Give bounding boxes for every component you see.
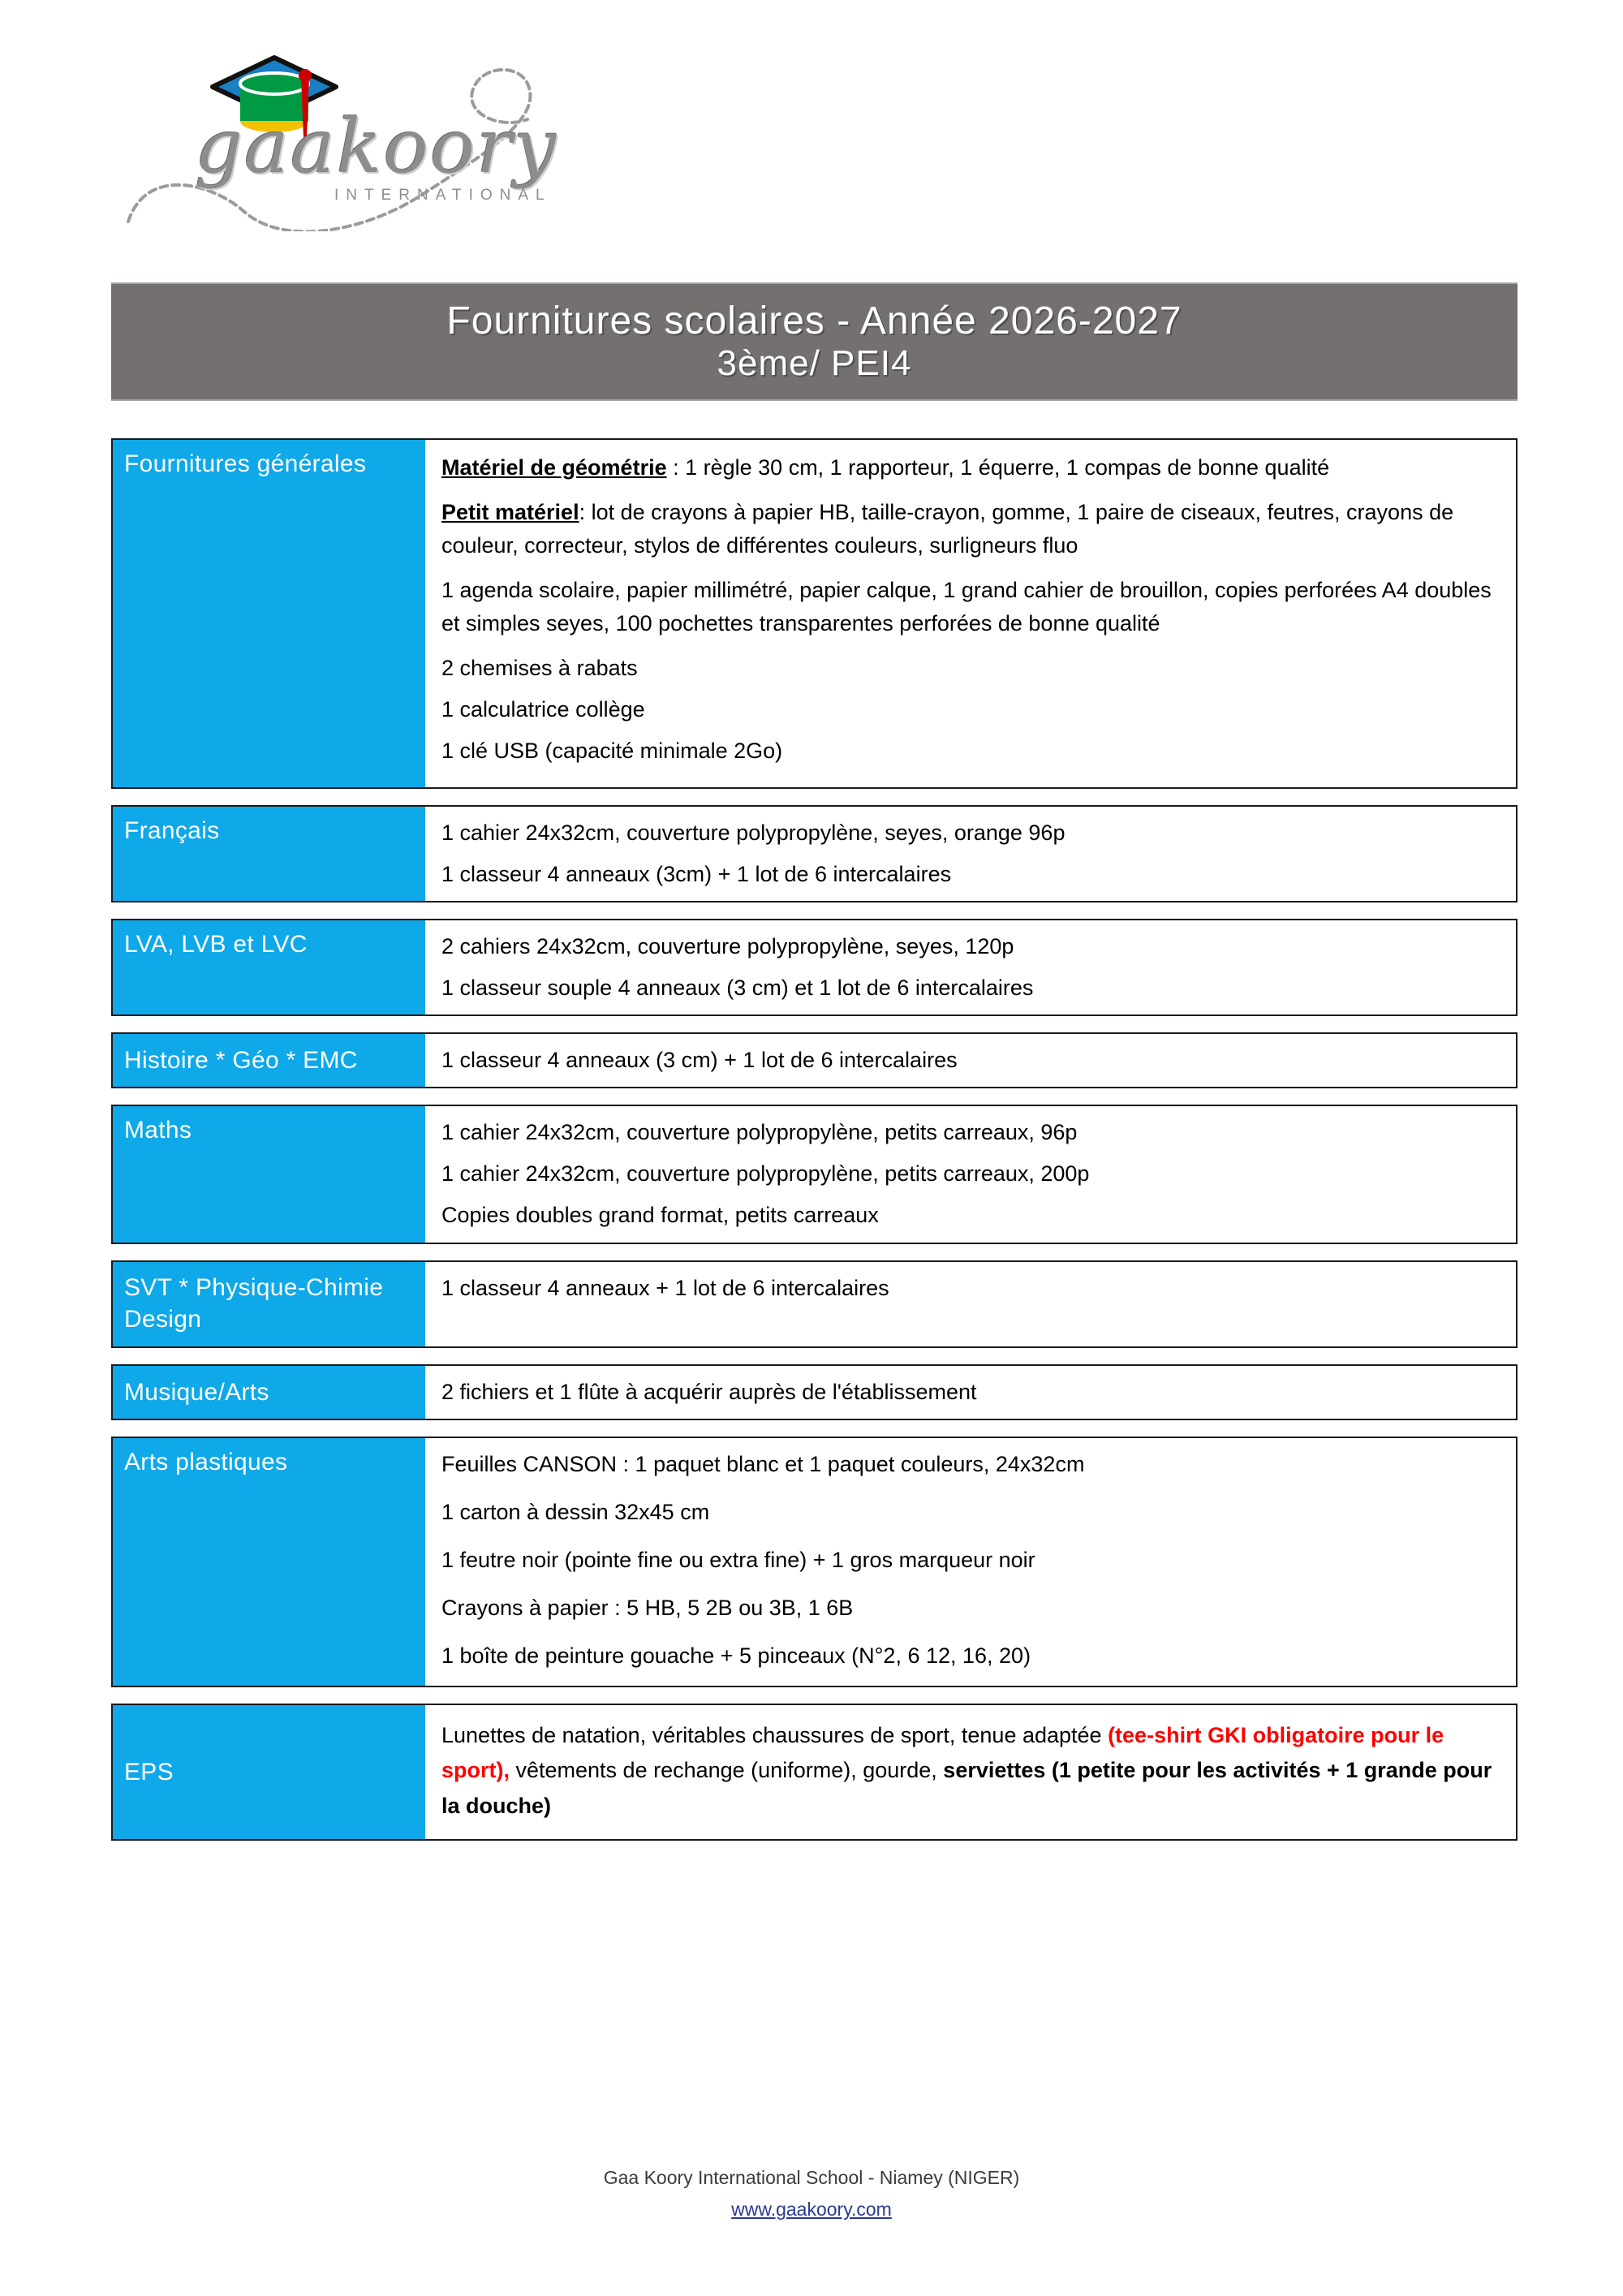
supply-line: 1 calculatrice collège (441, 697, 645, 722)
supply-line: Copies doubles grand format, petits carreaux (441, 1203, 879, 1228)
row-label-svt-physique-chimie-design (113, 1262, 425, 1346)
row-content (425, 1705, 1516, 1839)
supply-line: 1 carton à dessin 32x45 cm (441, 1499, 710, 1524)
document-header (0, 0, 1623, 260)
footer-school-name: Gaa Koory International School - Niamey (NIGER) (603, 2167, 1020, 2188)
row-label-text: Fournitures générales (124, 450, 367, 477)
logo-wordmark: gaakoory (195, 103, 558, 190)
row-label-eps (113, 1705, 425, 1839)
row-label-text: EPS (124, 1758, 174, 1786)
page-subtitle: 3ème/ PEI4 (717, 343, 912, 384)
supply-line-lead: Matériel de géométrie (441, 455, 667, 480)
document-footer (0, 2162, 1623, 2225)
row-content (425, 1262, 1516, 1346)
eps-segment-normal: Lunettes de natation, véritables chaussures de sport, tenue adaptée (441, 1722, 1109, 1747)
footer-website-link[interactable]: www.gaakoory.com (731, 2199, 892, 2221)
title-banner (111, 282, 1518, 401)
supply-line: 1 cahier 24x32cm, couverture polypropylène, petits carreaux, 96p (441, 1120, 1078, 1145)
row-content (425, 440, 1516, 787)
row-content (425, 1106, 1516, 1242)
row-label-musique-arts (113, 1366, 425, 1419)
row-label-text: Arts plastiques (124, 1448, 288, 1475)
row-content (425, 1366, 1516, 1419)
table-row (111, 805, 1518, 902)
table-row (111, 1704, 1518, 1841)
supply-line: 2 chemises à rabats (441, 656, 638, 681)
supply-line (441, 496, 1501, 562)
supply-line: 1 classeur 4 anneaux + 1 lot de 6 intercalaires (441, 1275, 889, 1300)
row-label-francais (113, 807, 425, 901)
row-label-text: LVA, LVB et LVC (124, 931, 308, 958)
supply-line: 1 agenda scolaire, papier millimétré, papier calque, 1 grand cahier de brouillon, copies perforées A4 doubles et simples seyes, 100 pochettes transparentes perforées de bonne qualité (441, 578, 1492, 636)
supply-line: 1 classeur 4 anneaux (3cm) + 1 lot de 6 intercalaires (441, 862, 952, 887)
row-content (425, 1034, 1516, 1087)
table-row (111, 1364, 1518, 1420)
row-label-histoire-geo-emc (113, 1034, 425, 1087)
logo-subtitle: INTERNATIONAL (334, 187, 552, 204)
row-label-maths (113, 1106, 425, 1242)
row-label-arts-plastiques (113, 1438, 425, 1686)
eps-segment-alert: (tee-shirt GKI obligatoire pour le sport), (441, 1722, 1444, 1783)
supply-line: 1 clé USB (capacité minimale 2Go) (441, 739, 783, 764)
row-label-text: Français (124, 817, 220, 845)
table-row (111, 1105, 1518, 1243)
eps-segment-normal: vêtements de rechange (uniforme), gourde, (510, 1758, 944, 1783)
supply-line: 1 cahier 24x32cm, couverture polypropylène, seyes, orange 96p (441, 821, 1065, 846)
supply-line (441, 451, 1501, 485)
row-label-text-line1: SVT * Physique-Chimie (124, 1273, 384, 1301)
supply-line-lead: Petit matériel (441, 500, 579, 525)
supply-line: 1 classeur 4 anneaux (3 cm) + 1 lot de 6 intercalaires (441, 1048, 958, 1073)
table-row (111, 919, 1518, 1016)
row-label-fournitures-generales (113, 440, 425, 787)
supply-line: Feuilles CANSON : 1 paquet blanc et 1 paquet couleurs, 24x32cm (441, 1451, 1085, 1476)
page-title: Fournitures scolaires - Année 2026-2027 (446, 299, 1182, 343)
supplies-table (111, 438, 1518, 1857)
supply-line-rest: : lot de crayons à papier HB, taille-crayon, gomme, 1 paire de ciseaux, feutres, crayons de couleur, correcteur, stylos de différentes couleurs, surligneurs fluo (441, 500, 1454, 558)
row-label-text: Maths (124, 1117, 192, 1144)
supply-line: 1 feutre noir (pointe fine ou extra fine) + 1 gros marqueur noir (441, 1547, 1035, 1572)
supply-line: Crayons à papier : 5 HB, 5 2B ou 3B, 1 6B (441, 1595, 854, 1620)
row-content (425, 920, 1516, 1014)
supply-line: 1 classeur souple 4 anneaux (3 cm) et 1 lot de 6 intercalaires (441, 976, 1034, 1001)
row-content (425, 807, 1516, 901)
supply-line: 1 cahier 24x32cm, couverture polypropylène, petits carreaux, 200p (441, 1161, 1090, 1187)
supply-line-rest: : 1 règle 30 cm, 1 rapporteur, 1 équerre, 1 compas de bonne qualité (666, 455, 1330, 480)
supply-line: 2 cahiers 24x32cm, couverture polypropylène, seyes, 120p (441, 934, 1014, 959)
row-label-text: Musique/Arts (124, 1378, 269, 1406)
table-row (111, 1260, 1518, 1348)
supply-line (441, 1718, 1501, 1824)
supply-line: 2 fichiers et 1 flûte à acquérir auprès de l'établissement (441, 1379, 977, 1404)
school-logo (122, 45, 576, 231)
eps-segment-bold: serviettes (1 petite pour les activités + 1 grande pour la douche) (441, 1758, 1492, 1819)
row-label-text: Histoire * Géo * EMC (124, 1047, 358, 1075)
row-label-langues (113, 920, 425, 1014)
row-content (425, 1438, 1516, 1686)
table-row (111, 1032, 1518, 1088)
row-label-text-line2: Design (124, 1305, 202, 1333)
table-row (111, 1437, 1518, 1687)
table-row (111, 438, 1518, 789)
supply-line: 1 boîte de peinture gouache + 5 pinceaux (N°2, 6 12, 16, 20) (441, 1643, 1031, 1668)
